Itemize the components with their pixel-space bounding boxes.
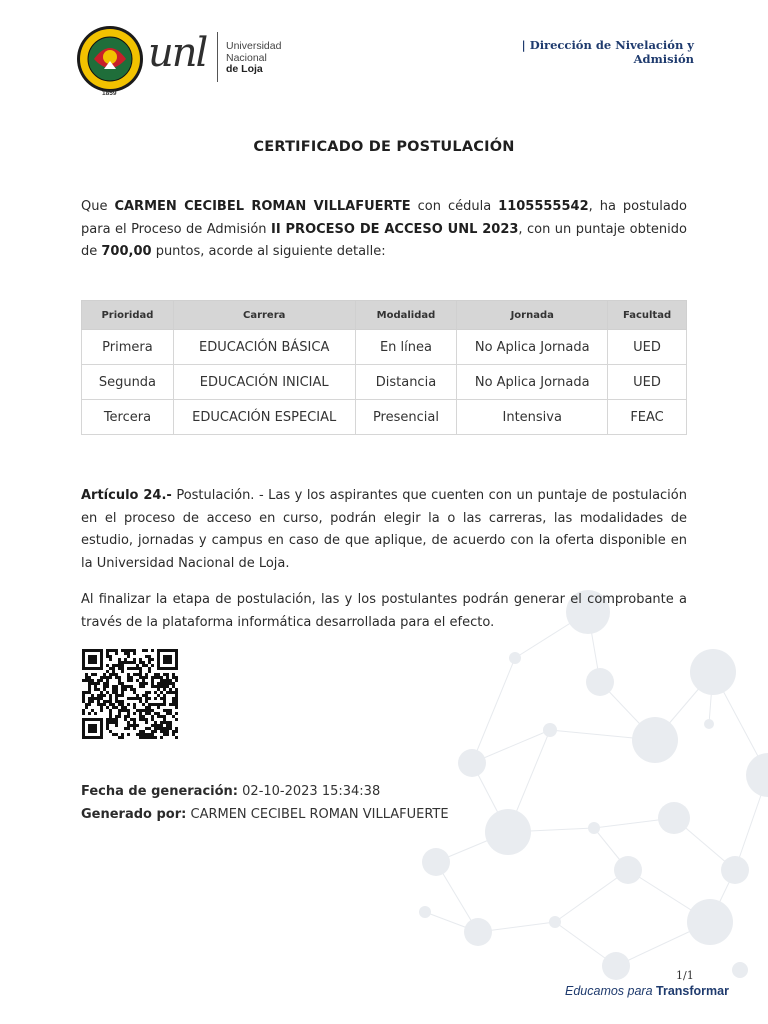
column-header-faculty: Facultad: [608, 301, 687, 330]
applicant-score: 700,00: [101, 244, 152, 259]
generation-date-value: 02-10-2023 15:34:38: [238, 784, 381, 799]
slogan-part1: Educamos para: [565, 984, 657, 998]
slogan: [565, 984, 729, 998]
intro-text-1: Que: [81, 199, 115, 214]
university-name-line2: Nacional: [226, 51, 267, 64]
cell-schedule: Intensiva: [457, 400, 608, 435]
article-paragraph: [81, 485, 687, 575]
cell-career: EDUCACIÓN BÁSICA: [173, 330, 355, 365]
cell-priority: Primera: [82, 330, 174, 365]
cell-modality: Distancia: [355, 365, 457, 400]
article-text: Postulación. - Las y los aspirantes que cuenten con un puntaje de postulación en el proceso de acceso en curso, podrán elegir la o las carreras, las modalidades de estudio, jornadas y campus en caso de que aplique, de acuerdo con la oferta disponible en la Universidad Nacional de Loja.: [81, 488, 687, 571]
generation-date-label: Fecha de generación:: [81, 784, 239, 799]
generated-by-value: CARMEN CECIBEL ROMAN VILLAFUERTE: [186, 807, 449, 822]
page-title: CERTIFICADO DE POSTULACIÓN: [253, 139, 515, 155]
closing-paragraph: Al finalizar la etapa de postulación, las y los postulantes podrán generar el comprobante a través de la plataforma informática desarrollada para el efecto.: [81, 592, 687, 630]
cell-priority: Tercera: [82, 400, 174, 435]
column-header-career: Carrera: [173, 301, 355, 330]
applicant-name: CARMEN CECIBEL ROMAN VILLAFUERTE: [114, 199, 411, 214]
department-name: [464, 38, 694, 66]
cell-schedule: No Aplica Jornada: [457, 365, 608, 400]
intro-text-4: , con un puntaje obtenido de: [81, 221, 687, 259]
cell-priority: Segunda: [82, 365, 174, 400]
intro-paragraph: [81, 196, 687, 264]
intro-text-2: con cédula: [410, 199, 499, 214]
cell-faculty: FEAC: [608, 400, 687, 435]
slogan-part2: Transformar: [656, 984, 729, 998]
department-line2: Admisión: [633, 52, 694, 66]
column-header-schedule: Jornada: [457, 301, 608, 330]
qr-code-icon: [82, 649, 178, 739]
careers-table: [81, 300, 687, 435]
page-number: 1/1: [676, 969, 694, 982]
table-row: [82, 330, 687, 365]
intro-text-5: puntos, acorde al siguiente detalle:: [151, 244, 386, 259]
intro-text-3: , ha postulado para el Proceso de Admisión: [81, 199, 688, 237]
cell-career: EDUCACIÓN INICIAL: [173, 365, 355, 400]
table-row: [82, 365, 687, 400]
cell-career: EDUCACIÓN ESPECIAL: [173, 400, 355, 435]
university-name-line1: Universidad: [226, 40, 282, 52]
founding-year: 1859: [102, 90, 117, 97]
cell-faculty: UED: [608, 330, 687, 365]
cell-modality: En línea: [355, 330, 457, 365]
cell-faculty: UED: [608, 365, 687, 400]
column-header-priority: Prioridad: [82, 301, 174, 330]
university-name-line3: de Loja: [226, 63, 263, 75]
generation-date: [81, 784, 380, 799]
article-label: Artículo 24.-: [81, 488, 172, 503]
department-line1: | Dirección de Nivelación y: [521, 38, 694, 52]
applicant-id: 1105555542: [498, 199, 589, 214]
university-seal-icon: [76, 25, 144, 93]
table-header-row: [82, 301, 687, 330]
table-row: [82, 400, 687, 435]
admission-process: II PROCESO DE ACCESO UNL 2023: [271, 221, 519, 237]
university-name: [226, 41, 281, 76]
generated-by-label: Generado por:: [81, 807, 187, 822]
unl-logo-text: unl: [148, 30, 207, 76]
column-header-modality: Modalidad: [355, 301, 457, 330]
generated-by: [81, 807, 449, 822]
cell-schedule: No Aplica Jornada: [457, 330, 608, 365]
logo-separator: [217, 32, 218, 82]
cell-modality: Presencial: [355, 400, 457, 435]
